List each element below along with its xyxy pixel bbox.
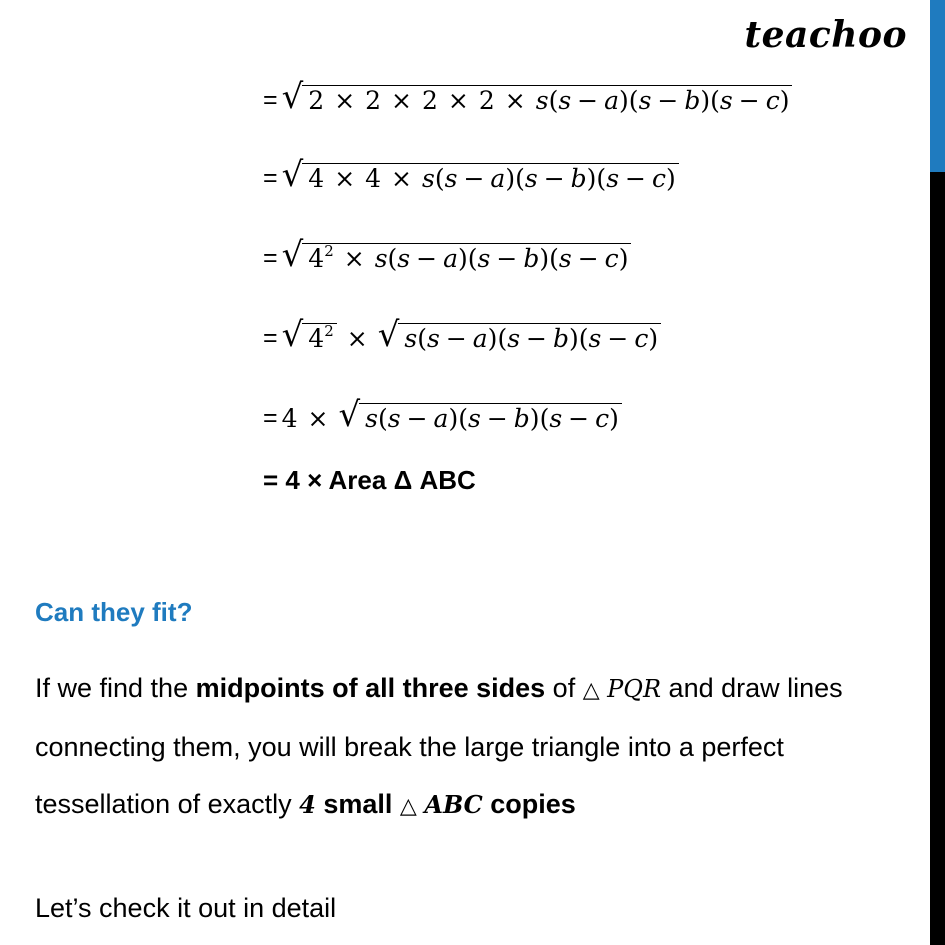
radicand: s(s − a)(s − b)(s − c) xyxy=(398,323,661,351)
explanation-paragraph: If we find the midpoints of all three sides of △ PQR and draw lines connecting them, you will break the large triangle into a perfect tessellation of exactly 4 small △ ABC copies xyxy=(35,673,843,819)
step-1 xyxy=(263,77,792,117)
teachoo-logo: teachoo xyxy=(744,14,907,56)
equals-sign: = xyxy=(263,323,278,352)
triangle-icon: △ xyxy=(582,678,600,703)
radical-icon: √ xyxy=(281,235,304,275)
step-5 xyxy=(263,395,622,435)
closing-line: Let’s check it out in detail xyxy=(35,893,337,923)
section-heading: Can they fit? xyxy=(35,597,193,627)
radicand: 2 × 2 × 2 × 2 × s(s − a)(s − b)(s − c) xyxy=(302,85,792,113)
radicand: 4 × 4 × s(s − a)(s − b)(s − c) xyxy=(302,163,678,191)
step-4 xyxy=(263,315,661,355)
equals-sign: = xyxy=(263,85,278,114)
final-result: = 4 × Area Δ ABC xyxy=(263,465,476,495)
coefficient: 4 xyxy=(281,403,298,433)
sqrt-expression xyxy=(338,395,621,435)
equals-sign: = xyxy=(263,163,278,192)
sqrt-expression xyxy=(377,315,661,355)
sqrt-expression xyxy=(281,155,679,195)
equals-sign: = xyxy=(263,243,278,272)
equals-sign: = xyxy=(263,403,278,432)
radical-icon: √ xyxy=(281,315,304,355)
radical-icon: √ xyxy=(338,395,361,435)
step-2 xyxy=(263,155,679,195)
radical-icon: √ xyxy=(281,77,304,117)
times-sign: × xyxy=(346,323,368,353)
step-3 xyxy=(263,235,631,275)
radicand: $4^2 \times s(s - a)(s - b)(s - c)$ xyxy=(302,243,631,271)
sqrt-expression xyxy=(281,235,632,275)
radical-icon: √ xyxy=(281,155,304,195)
sqrt-expression xyxy=(281,315,337,355)
triangle-icon: △ xyxy=(399,794,417,819)
radicand: $4^2$ xyxy=(302,323,336,351)
times-sign: × xyxy=(307,403,329,433)
sqrt-expression xyxy=(281,77,793,117)
radicand: s(s − a)(s − b)(s − c) xyxy=(359,403,622,431)
sidebar-accent xyxy=(930,0,945,172)
radical-icon: √ xyxy=(377,315,400,355)
